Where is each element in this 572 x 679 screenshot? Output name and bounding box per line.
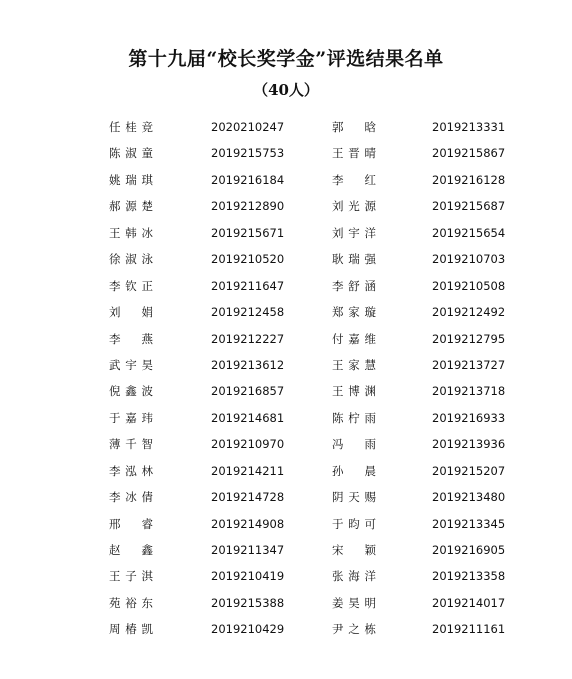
student-id: 2019213345 [432, 516, 506, 531]
student-name: 李 红 [332, 172, 376, 187]
student-id: 2019212458 [211, 305, 285, 320]
student-name: 付嘉维 [332, 331, 376, 346]
student-name: 王家慧 [332, 357, 376, 372]
student-name: 张海洋 [332, 569, 376, 584]
student-id: 2019213936 [432, 437, 506, 452]
student-id: 2019213480 [432, 490, 506, 505]
student-id: 2019213718 [432, 384, 506, 399]
student-id: 2019214908 [211, 516, 285, 531]
list-row [0, 593, 572, 619]
student-id: 2019210970 [211, 437, 285, 452]
student-id: 2019215388 [211, 595, 285, 610]
student-id: 2019215753 [211, 146, 285, 161]
student-id: 2019211347 [211, 543, 285, 557]
student-id: 2019215654 [432, 225, 506, 240]
list-row [0, 170, 572, 196]
student-id: 2019216128 [432, 172, 506, 187]
student-id: 2019210703 [432, 252, 506, 267]
student-name: 冯 雨 [332, 437, 376, 452]
list-row [0, 566, 572, 592]
student-id: 2019214211 [211, 463, 285, 478]
list-row [0, 223, 572, 249]
student-id: 2019211161 [432, 622, 506, 637]
student-name: 邢 睿 [109, 516, 153, 531]
student-name: 刘光源 [332, 199, 376, 214]
student-name: 周椿凯 [109, 622, 153, 637]
student-id: 2019210429 [211, 622, 285, 637]
student-name: 倪鑫波 [109, 384, 153, 399]
student-name: 郝源楚 [109, 199, 153, 214]
student-id: 2019215687 [432, 199, 506, 214]
student-name: 刘 娟 [109, 305, 153, 320]
student-id: 2019214681 [211, 410, 285, 425]
student-name: 阴天赐 [332, 490, 376, 505]
student-name: 李钦正 [109, 278, 153, 293]
student-id: 2019215671 [211, 225, 285, 240]
list-row [0, 408, 572, 434]
student-name: 郭 晗 [332, 120, 376, 134]
student-name: 徐淑泳 [109, 252, 153, 267]
student-name: 李舒涵 [332, 278, 376, 293]
list-row [0, 249, 572, 275]
student-id: 2019216905 [432, 543, 506, 557]
student-id: 2019213612 [211, 357, 285, 372]
student-id: 2019216857 [211, 384, 285, 399]
student-name: 王晋晴 [332, 146, 376, 161]
student-name: 姜昊明 [332, 595, 376, 610]
student-name: 刘宇洋 [332, 225, 376, 240]
student-name: 薄千智 [109, 437, 153, 452]
student-id: 2019215867 [432, 146, 506, 161]
list-row [0, 514, 572, 540]
student-id: 2019213358 [432, 569, 506, 584]
list-row [0, 355, 572, 381]
student-id: 2019210508 [432, 278, 506, 293]
list-row [0, 434, 572, 460]
student-id: 2019212795 [432, 331, 506, 346]
student-name: 李泓林 [109, 463, 153, 478]
document-subtitle: （40人） [253, 81, 319, 99]
list-row [0, 540, 572, 566]
student-name: 苑裕东 [109, 595, 153, 610]
student-id: 2019212492 [432, 305, 506, 320]
winners-list [0, 117, 572, 646]
student-id: 2019210419 [211, 569, 285, 584]
student-name: 于昀可 [332, 516, 376, 531]
student-name: 李冰倩 [109, 490, 153, 505]
list-row [0, 461, 572, 487]
student-id: 2019215207 [432, 463, 506, 478]
document-title: 第十九届“校长奖学金”评选结果名单 [128, 48, 444, 70]
student-name: 赵 鑫 [109, 543, 153, 557]
student-name: 王博渊 [332, 384, 376, 399]
list-row [0, 196, 572, 222]
student-id: 2019214728 [211, 490, 285, 505]
student-id: 2019213331 [432, 120, 506, 134]
student-name: 尹之栋 [332, 622, 376, 637]
student-name: 于嘉玮 [109, 410, 153, 425]
student-id: 2019214017 [432, 595, 506, 610]
student-name: 陈柠雨 [332, 410, 376, 425]
student-name: 王韩冰 [109, 225, 153, 240]
student-id: 2020210247 [211, 120, 285, 134]
student-name: 郑家璇 [332, 305, 376, 320]
student-name: 陈淑童 [109, 146, 153, 161]
student-id: 2019213727 [432, 357, 506, 372]
student-name: 姚瑞琪 [109, 172, 153, 187]
student-name: 武宇昊 [109, 357, 153, 372]
list-row [0, 619, 572, 645]
student-id: 2019212227 [211, 331, 285, 346]
student-name: 任桂竞 [109, 120, 153, 134]
student-id: 2019212890 [211, 199, 285, 214]
student-name: 王子淇 [109, 569, 153, 584]
student-id: 2019216933 [432, 410, 506, 425]
student-name: 耿瑞强 [332, 252, 376, 267]
list-row [0, 487, 572, 513]
student-id: 2019216184 [211, 172, 285, 187]
student-id: 2019210520 [211, 252, 285, 267]
student-name: 孙 晨 [332, 463, 376, 478]
student-id: 2019211647 [211, 278, 285, 293]
list-row [0, 117, 572, 143]
student-name: 宋 颖 [332, 543, 376, 557]
list-row [0, 143, 572, 169]
list-row [0, 302, 572, 328]
student-name: 李 燕 [109, 331, 153, 346]
list-row [0, 276, 572, 302]
list-row [0, 381, 572, 407]
list-row [0, 329, 572, 355]
